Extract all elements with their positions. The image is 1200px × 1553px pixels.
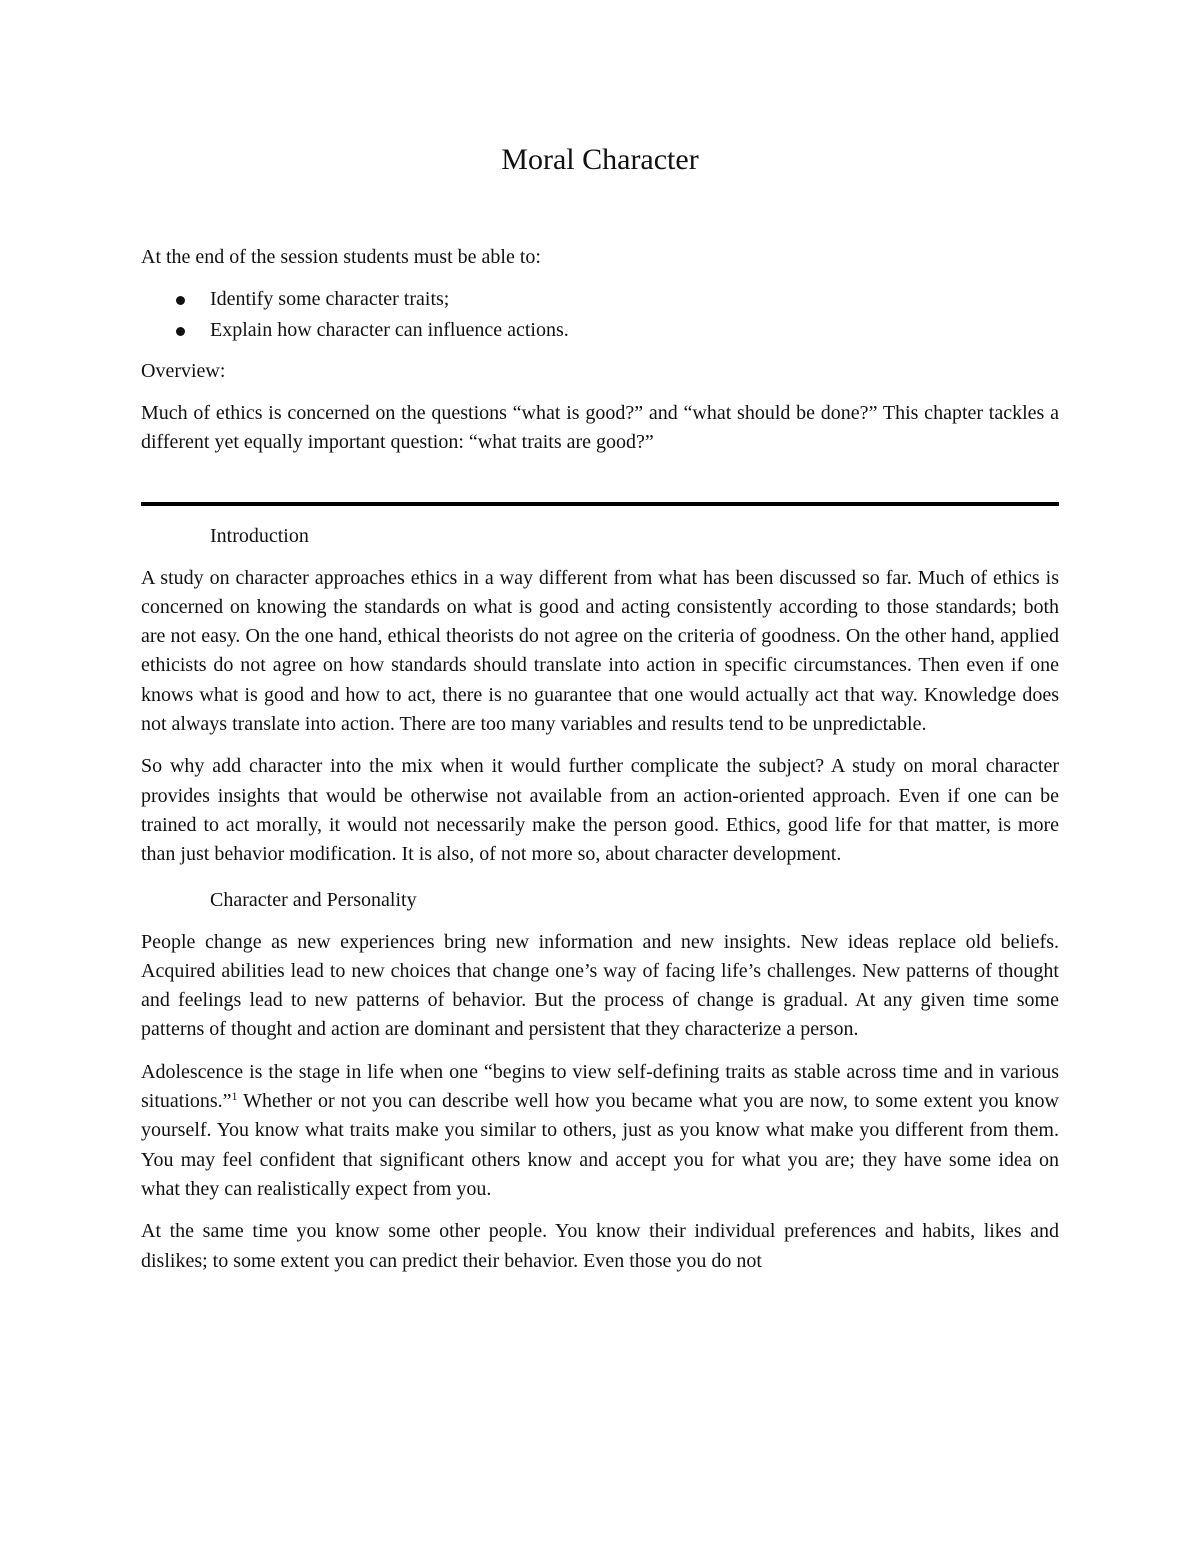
adolescence-continuation-text: Whether or not you can describe well how you became what you are now, to some extent you know yourself. You know what traits make you similar to others, just as you know what make you different from them. You may feel confident that significant others know and accept you for what you are; they have some idea on what they can realistically expect from you. — [141, 1090, 1059, 1200]
section-heading-character-personality: Character and Personality — [210, 888, 417, 911]
objectives-lead: At the end of the session students must be able to: — [141, 246, 541, 268]
adolescence-quote-text: Adolescence is the stage in life when one “begins to view self-defining traits as stable across time and in various situations.” — [141, 1060, 1059, 1113]
list-item-text: Identify some character traits; — [210, 288, 450, 310]
section-divider — [141, 502, 1059, 506]
objectives-list — [141, 285, 1059, 345]
list-item — [141, 316, 1059, 345]
section-heading-introduction: Introduction — [210, 524, 309, 547]
body-paragraph: People change as new experiences bring new information and new insights. New ideas replace old beliefs. Acquired abilities lead to new choices that change one’s way of facing life’s challenges. New patterns of thought and feelings lead to new patterns of behavior. But the process of change is gradual. At any given time some patterns of thought and action are dominant and persistent that they characterize a person. — [141, 930, 1059, 1041]
list-item — [141, 285, 1059, 314]
body-paragraph: A study on character approaches ethics in a way different from what has been discussed so far. Much of ethics is concerned on knowing the standards on what is good and acting consistently according to those standards; both are not easy. On the one hand, ethical theorists do not agree on the criteria of goodness. On the other hand, applied ethicists do not agree on how standards should translate into action in specific circumstances. Then even if one knows what is good and how to act, there is no guarantee that one would actually act that way. Knowledge does not always translate into action. There are too many variables and results tend to be unpredictable. — [141, 566, 1059, 736]
document-page — [141, 140, 1059, 1276]
list-item-text: Explain how character can influence actions. — [210, 319, 569, 341]
body-paragraph-last: At the same time you know some other people. You know their individual preferences and habits, likes and dislikes; to some extent you can predict their behavior. Even those you do not — [141, 1220, 1059, 1272]
overview-paragraph: Much of ethics is concerned on the questions “what is good?” and “what should be done?” This chapter tackles a different yet equally important question: “what traits are good?” — [141, 402, 1059, 454]
bullet-icon — [176, 296, 185, 305]
bullet-icon — [176, 327, 185, 336]
body-paragraph: So why add character into the mix when it would further complicate the subject? A study on moral character provides insights that would be otherwise not available from an action-oriented approach. Even if one can be trained to act morally, it would not necessarily make the person good. Ethics, good life for that matter, is more than just behavior modification. It is also, of not more so, about character development. — [141, 755, 1059, 866]
adolescence-paragraph — [141, 1058, 1059, 1204]
overview-label: Overview: — [141, 360, 226, 382]
page-title: Moral Character — [501, 143, 699, 176]
footnote-marker[interactable]: 1 — [231, 1089, 238, 1104]
